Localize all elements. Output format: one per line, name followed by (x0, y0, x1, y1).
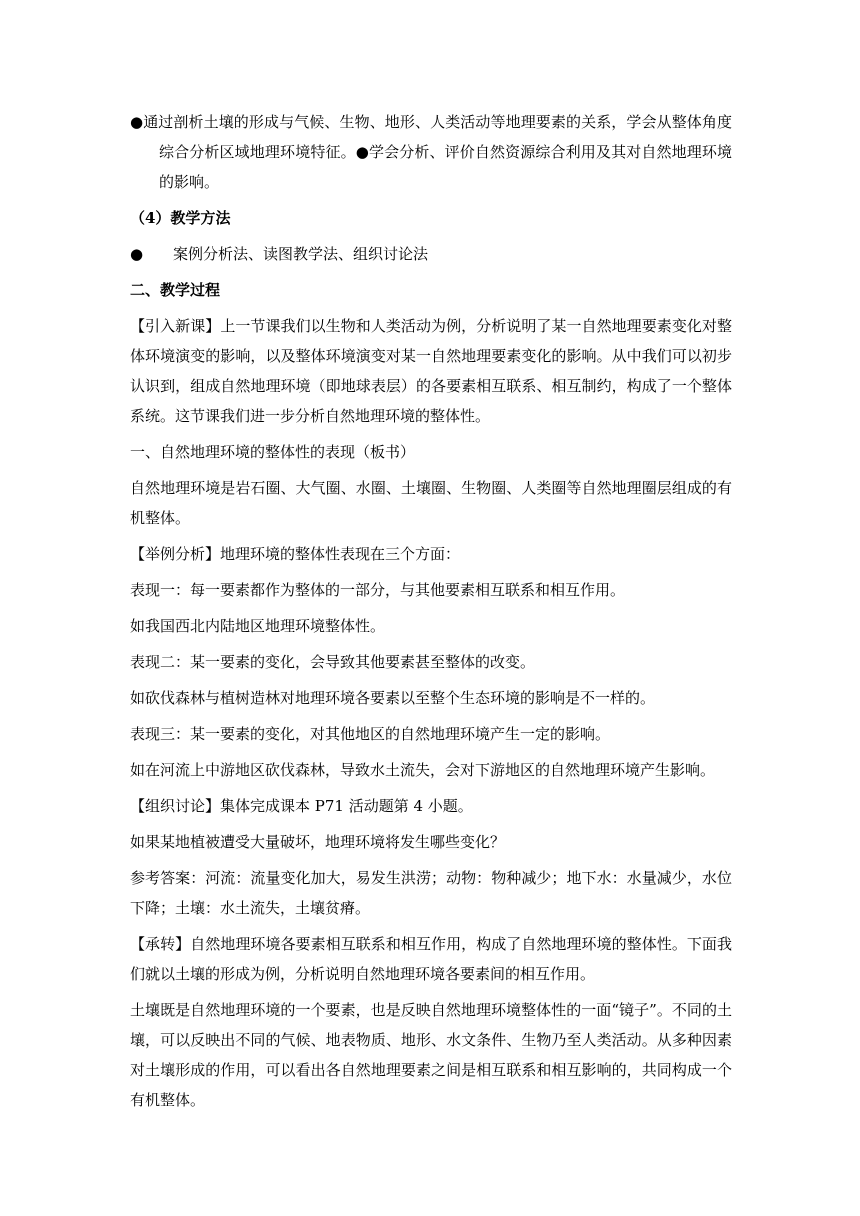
methods-text: 案例分析法、读图教学法、组织讨论法 (173, 245, 429, 263)
discussion-label: 【组织讨论】 (130, 797, 221, 815)
intro-label: 【引入新课】 (130, 317, 221, 335)
intro-text: 上一节课我们以生物和人类活动为例，分析说明了某一自然地理要素变化对整体环境演变的影响，以及整体环境演变对某一自然地理要素变化的影响。从中我们可以初步认识到，组成自然地理环境（即地球表层）的各要素相互联系、相互制约，构成了一个整体系统。这节课我们进一步分析自然地理环境的整体性。 (130, 317, 732, 425)
heading-teaching-process: 二、教学过程 (130, 281, 221, 299)
soil-paragraph: 土壤既是自然地理环境的一个要素，也是反映自然地理环境整体性的一面“镜子”。不同的土壤，可以反映出不同的气候、地表物质、地形、水文条件、生物乃至人类活动。从多种因素对土壤形成的作用，可以看出各自然地理要素之间是相互联系和相互影响的，共同构成一个有机整体。 (130, 1001, 732, 1109)
example-text: 地理环境的整体性表现在三个方面： (220, 545, 461, 563)
manifestation-two-example: 如砍伐森林与植树造林对地理环境各要素以至整个生态环境的影响是不一样的。 (130, 689, 656, 707)
manifestation-one: 表现一：每一要素都作为整体的一部分，与其他要素相互联系和相互作用。 (130, 581, 626, 599)
bullet-dot-icon: ● (130, 245, 144, 263)
transition-paragraph (130, 929, 732, 989)
manifestation-two: 表现二：某一要素的变化，会导致其他要素甚至整体的改变。 (130, 653, 536, 671)
discussion-text: 集体完成课本 P71 活动题第 4 小题。 (220, 797, 473, 815)
transition-text: 自然地理环境各要素相互联系和相互作用，构成了自然地理环境的整体性。下面我们就以土壤的形成为例，分析说明自然地理环境各要素间的相互作用。 (130, 935, 732, 983)
manifestation-one-example: 如我国西北内陆地区地理环境整体性。 (130, 617, 386, 635)
example-paragraph (130, 539, 732, 569)
discussion-paragraph (130, 791, 732, 821)
example-label: 【举例分析】 (130, 545, 221, 563)
methods-bullet-item (130, 239, 732, 269)
section-one-heading: 一、自然地理环境的整体性的表现（板书） (130, 443, 416, 461)
objective-paragraph: ●通过剖析土壤的形成与气候、生物、地形、人类活动等地理要素的关系，学会从整体角度综合分析区域地理环境特征。●学会分析、评价自然资源综合利用及其对自然地理环境的影响。 (130, 113, 732, 191)
heading-teaching-methods: （4）教学方法 (130, 209, 231, 227)
answer-paragraph: 参考答案：河流：流量变化加大，易发生洪涝；动物：物种减少；地下水：水量减少，水位下降；土壤：水土流失，土壤贫瘠。 (130, 869, 732, 917)
manifestation-three: 表现三：某一要素的变化，对其他地区的自然地理环境产生一定的影响。 (130, 725, 611, 743)
manifestation-three-example: 如在河流上中游地区砍伐森林，导致水土流失，会对下游地区的自然地理环境产生影响。 (130, 761, 716, 779)
transition-label: 【承转】 (130, 935, 191, 953)
document-page (130, 107, 732, 1121)
definition-paragraph: 自然地理环境是岩石圈、大气圈、水圈、土壤圈、生物圈、人类圈等自然地理圈层组成的有机整体。 (130, 479, 732, 527)
intro-paragraph (130, 311, 732, 431)
question-paragraph: 如果某地植被遭受大量破坏，地理环境将发生哪些变化？ (130, 833, 506, 851)
